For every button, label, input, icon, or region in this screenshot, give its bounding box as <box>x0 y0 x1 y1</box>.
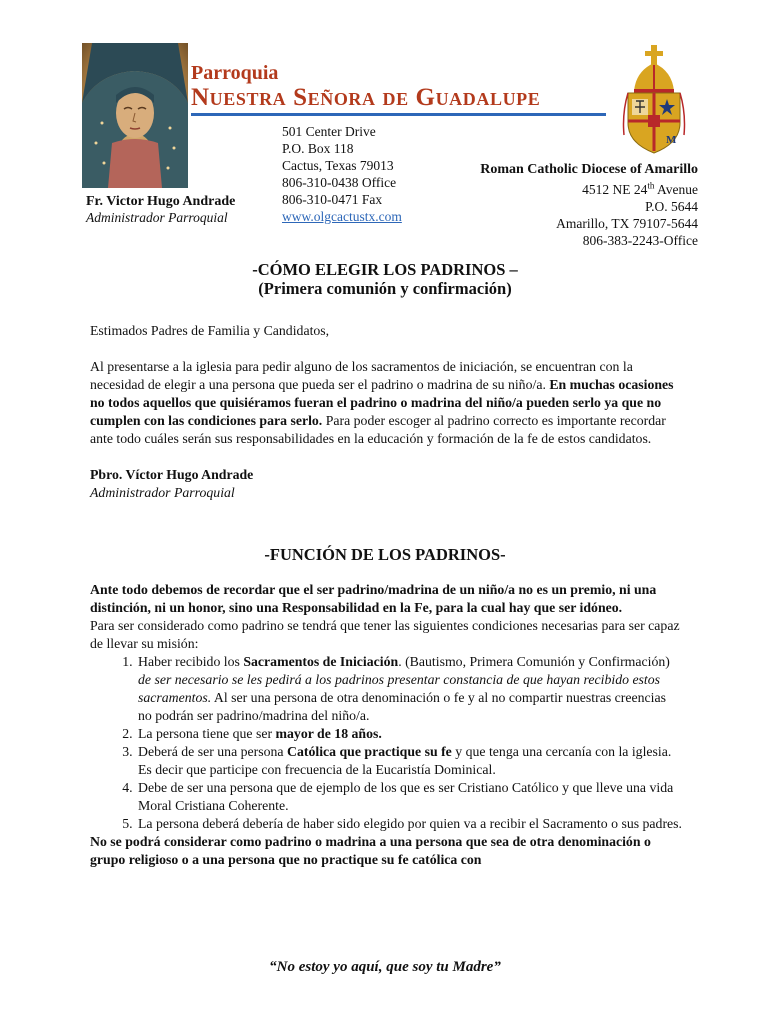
greeting: Estimados Padres de Familia y Candidatos, <box>90 323 330 338</box>
header-divider <box>191 113 606 116</box>
virgin-of-guadalupe-image <box>82 43 188 188</box>
list-item: 1. Haber recibido los Sacramentos de Iniciación. (Bautismo, Primera Comunión y Confirmación) de ser necesario se les pedirá a los padrinos presentar constancia de que hayan recibido estos sacramentos. Al ser una persona de otra denominación o fe y al no compartir nuestras creencias no podrán ser padrino/madrina del niño/a. <box>136 653 682 725</box>
diocese-crest-icon <box>622 43 686 161</box>
intro-section <box>90 322 680 502</box>
page-subtitle: (Primera comunión y confirmación) <box>258 279 512 298</box>
website-link[interactable]: www.olgcactustx.com <box>282 209 402 224</box>
intro-paragraph: Al presentarse a la iglesia para pedir alguno de los sacramentos de iniciación, se encuentran con la necesidad de elegir a una persona que pueda ser el padrino o madrina de su niño/a. En muchas ocasiones no todos aquellos que quisiéramos fueran el padrino o madrina del niño/a pueden serlo ya que no cumplen con las condiciones para serlo. Para poder escoger al padrino correcto es importante recordar ante todo cuáles serán sus responsabilidades en la educación y formación de la fe de estos candidatos. <box>90 359 674 446</box>
pastor-title: Administrador Parroquial <box>86 210 228 225</box>
address-line: 806-310-0438 Office <box>282 175 397 190</box>
pastor-name: Fr. Victor Hugo Andrade <box>86 194 236 209</box>
parish-name: Nuestra Señora de Guadalupe <box>191 84 541 111</box>
address-line: 501 Center Drive <box>282 124 376 139</box>
address-line: 806-310-0471 Fax <box>282 192 383 207</box>
list-item: 2. La persona tiene que ser mayor de 18 años. <box>136 725 682 743</box>
lead-bold: Ante todo debemos de recordar que el ser padrino/madrina de un niño/a no es un premio, ni una distinción, ni un honor, sino una Responsabilidad en la Fe, para la cual hay que ser idóneo. <box>90 582 657 615</box>
diocese-street: 4512 NE 24th Avenue <box>582 180 698 197</box>
function-section <box>90 581 682 869</box>
diocese-title: Roman Catholic Diocese of Amarillo <box>480 162 698 177</box>
diocese-po: P.O. 5644 <box>645 199 698 214</box>
parish-label: Parroquia <box>191 62 279 84</box>
crest-letter-m: M <box>666 134 677 146</box>
parish-address <box>282 123 402 225</box>
lead-plain: Para ser considerado como padrino se tendrá que tener las siguientes condiciones necesarias para ser capaz de llevar su misión: <box>90 618 680 651</box>
list-item: 4. Debe de ser una persona que de ejemplo de los que es ser Cristiano Católico y que lleve una vida Moral Cristiana Coherente. <box>136 779 682 815</box>
page-title: -CÓMO ELEGIR LOS PADRINOS – <box>252 260 518 279</box>
section-heading: -FUNCIÓN DE LOS PADRINOS- <box>264 545 506 564</box>
diocese-city: Amarillo, TX 79107-5644 <box>556 216 698 231</box>
footer-quote: “No estoy yo aquí, que soy tu Madre” <box>269 959 501 975</box>
signature-name: Pbro. Víctor Hugo Andrade <box>90 467 254 482</box>
diocese-address <box>480 161 698 249</box>
signature-title: Administrador Parroquial <box>90 485 235 500</box>
list-item: 5. La persona deberá debería de haber sido elegido por quien va a recibir el Sacramento o sus padres. <box>136 815 682 833</box>
list-item: 3. Deberá de ser una persona Católica que practique su fe y que tenga una cercanía con la iglesia. Es decir que participe con frecuencia de la Eucaristía Dominical. <box>136 743 682 779</box>
diocese-phone: 806-383-2243-Office <box>582 233 698 248</box>
address-line: Cactus, Texas 79013 <box>282 158 394 173</box>
closing-bold: No se podrá considerar como padrino o madrina a una persona que sea de otra denominación o grupo religioso o a una persona que no practique su fe católica con <box>90 834 651 867</box>
requirements-list <box>90 653 682 833</box>
address-line: P.O. Box 118 <box>282 141 354 156</box>
